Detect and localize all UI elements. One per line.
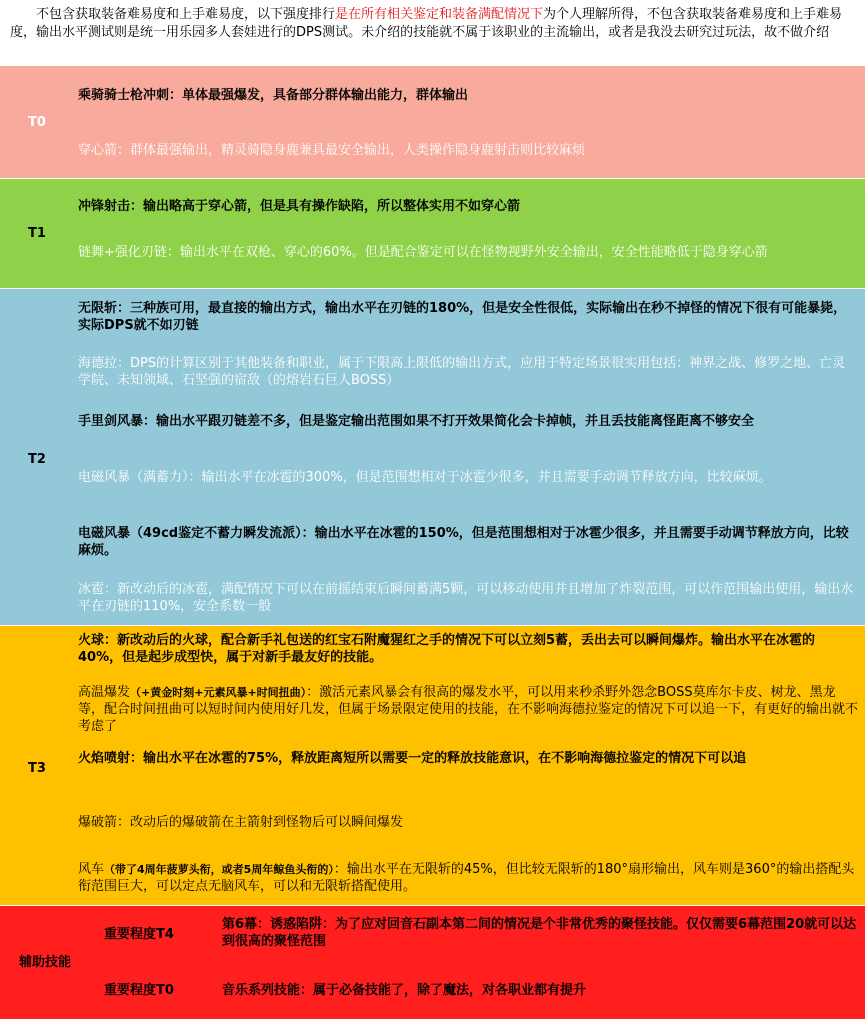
entry-name: 冲锋射击 [78, 199, 131, 214]
entry-name: 爆破箭 [78, 815, 118, 830]
tier-t2-label: T2 [28, 452, 46, 467]
support-skills-section [0, 906, 865, 1019]
support-entry-2 [222, 982, 858, 999]
entry-desc: ：三种族可用，最直接的输出方式，输出水平在刃链的180%，但是安全性很低，实际输出在秒不掉怪的情况下很有可能暴毙，实际DPS就不如刃链 [78, 301, 847, 333]
entry-desc: ：激活元素风暴会有很高的爆发水平，可以用来秒杀野外怨念BOSS莫库尔卡皮、树龙、黑龙等，配合时间扭曲可以短时间内使用好几发，但属于场景限定使用的技能，在不影响海德拉鉴定的情况下可以追一下，有更好的输出就不考虑了 [78, 685, 859, 734]
entry-desc: ：新改动后的火球，配合新手礼包送的红宝石附魔猩红之手的情况下可以立刻5蓄，丢出去可以瞬间爆炸。输出水平在冰雹的40%，但是起步成型快，属于对新手最友好的技能。 [78, 633, 816, 665]
entry-note: （带了4周年菠萝头衔，或者5周年鲸鱼头衔的） [104, 863, 334, 876]
intro-paragraph [0, 0, 865, 62]
entry-desc: ：新改动后的冰雹，满配情况下可以在前摇结束后瞬间蓄满5颗，可以移动使用并且增加了炸裂范围，可以作范围输出使用，输出水平在刃链的110%，安全系数一般 [78, 582, 854, 614]
entry-name: 链舞+强化刃链 [78, 245, 167, 260]
intro-highlight: 是在所有相关鉴定和装备满配情况下 [335, 7, 544, 22]
tier-t3-entry-2 [78, 684, 858, 735]
entry-name: 火球 [78, 633, 105, 648]
tier-t0-section [0, 66, 865, 179]
entry-name: 高温爆发 [78, 685, 131, 700]
entry-desc: ：群体最强输出，精灵骑隐身鹿兼具最安全输出，人类操作隐身鹿射击则比较麻烦 [117, 143, 586, 158]
intro-text-1: 不包含获取装备难易度和上手难易度，以下强度排行 [36, 7, 336, 22]
tier-t3-entry-1 [78, 632, 858, 666]
tier-t2-entry-5 [78, 525, 858, 559]
tier-t3-label: T3 [28, 761, 46, 776]
tier-t0-entry-2 [78, 142, 858, 159]
support-level-2: 重要程度T0 [104, 983, 174, 998]
entry-desc: ：输出水平在冰雹的150%，但是范围想相对于冰雹少很多，并且需要手动调节释放方向，比较麻烦。 [78, 526, 849, 558]
entry-name: 电磁风暴（满蓄力） [78, 470, 189, 485]
entry-desc: ：输出水平在双枪、穿心的60%。但是配合鉴定可以在怪物视野外安全输出，安全性能略低于隐身穿心箭 [166, 245, 768, 260]
tier-t2-entry-2 [78, 355, 858, 389]
support-entry-1 [222, 916, 858, 950]
tier-t3-entry-5 [78, 861, 858, 895]
entry-name: 火焰喷射 [78, 751, 131, 766]
tier-t2-entry-3 [78, 413, 858, 430]
support-skills-label: 辅助技能 [18, 955, 71, 970]
tier-t2-section [0, 289, 865, 626]
tier-t0-label: T0 [28, 115, 46, 130]
tier-t3-entry-3 [78, 750, 858, 767]
tier-t0-entry-1 [78, 87, 858, 104]
tier-t1-entry-1 [78, 198, 858, 215]
tier-t3-entry-4 [78, 814, 858, 831]
tier-t2-entry-6 [78, 581, 858, 615]
entry-name: 乘骑骑士枪冲刺 [78, 88, 170, 103]
tier-t2-entry-4 [78, 469, 858, 486]
entry-name: 手里剑风暴 [78, 414, 144, 429]
entry-note: （+黄金时刻+元素风暴+时间扭曲） [130, 686, 307, 699]
entry-desc: ：DPS的计算区别于其他装备和职业，属于下限高上限低的输出方式，应用于特定场景很实用包括：神界之战、修罗之地、亡灵学院、未知领域、石坚强的宿敌（的熔岩石巨人BOSS） [78, 356, 846, 388]
entry-desc: ：输出水平在无限斩的45%，但比较无限斩的180°扇形输出，风车则是360°的输出搭配头衔范围巨大，可以定点无脑风车，可以和无限斩搭配使用。 [78, 862, 855, 894]
entry-name: 第6幕：诱惑陷阱 [222, 917, 323, 932]
tier-t2-entry-1 [78, 300, 858, 334]
entry-desc: ：改动后的爆破箭在主箭射到怪物后可以瞬间爆发 [117, 815, 404, 830]
intro-text-2: 为个人理解所得，不包含获取装备难易度和上手难易度，输出水平测试则是统一用乐园多人套娃进行的DPS测试。未介绍的技能就不属于该职业的主流输出，或者是我没去研究过玩法，故不做介绍 [10, 7, 843, 40]
entry-name: 冰雹 [78, 582, 105, 597]
entry-desc: ：输出水平在冰雹的75%，释放距离短所以需要一定的释放技能意识，在不影响海德拉鉴定的情况下可以追 [130, 751, 747, 766]
entry-name: 音乐系列技能 [222, 983, 301, 998]
entry-desc: ：输出水平跟刃链差不多，但是鉴定输出范围如果不打开效果简化会卡掉帧，并且丢技能离怪距离不够安全 [143, 414, 755, 429]
entry-desc: ：输出略高于穿心箭，但是具有操作缺陷，所以整体实用不如穿心箭 [130, 199, 521, 214]
tier-t1-entry-2 [78, 244, 858, 261]
entry-desc: ：为了应对回音石副本第二间的情况是个非常优秀的聚怪技能。仅仅需要6幕范围20就可以达到很高的聚怪范围 [222, 917, 857, 949]
tier-t3-section [0, 626, 865, 906]
entry-name: 穿心箭 [78, 143, 118, 158]
tier-t1-section [0, 179, 865, 289]
entry-name: 海德拉 [78, 356, 118, 371]
entry-desc: ：属于必备技能了，除了魔法，对各职业都有提升 [300, 983, 587, 998]
entry-desc: ：单体最强爆发，具备部分群体输出能力，群体输出 [169, 88, 469, 103]
entry-name: 风车 [78, 862, 105, 877]
entry-name: 电磁风暴（49cd鉴定不蓄力瞬发流派） [78, 526, 302, 541]
entry-desc: ：输出水平在冰雹的300%，但是范围想相对于冰雹少很多，并且需要手动调节释放方向，比较麻烦。 [188, 470, 772, 485]
support-level-1: 重要程度T4 [104, 927, 174, 942]
tier-t1-label: T1 [28, 226, 46, 241]
entry-name: 无限斩 [78, 301, 118, 316]
